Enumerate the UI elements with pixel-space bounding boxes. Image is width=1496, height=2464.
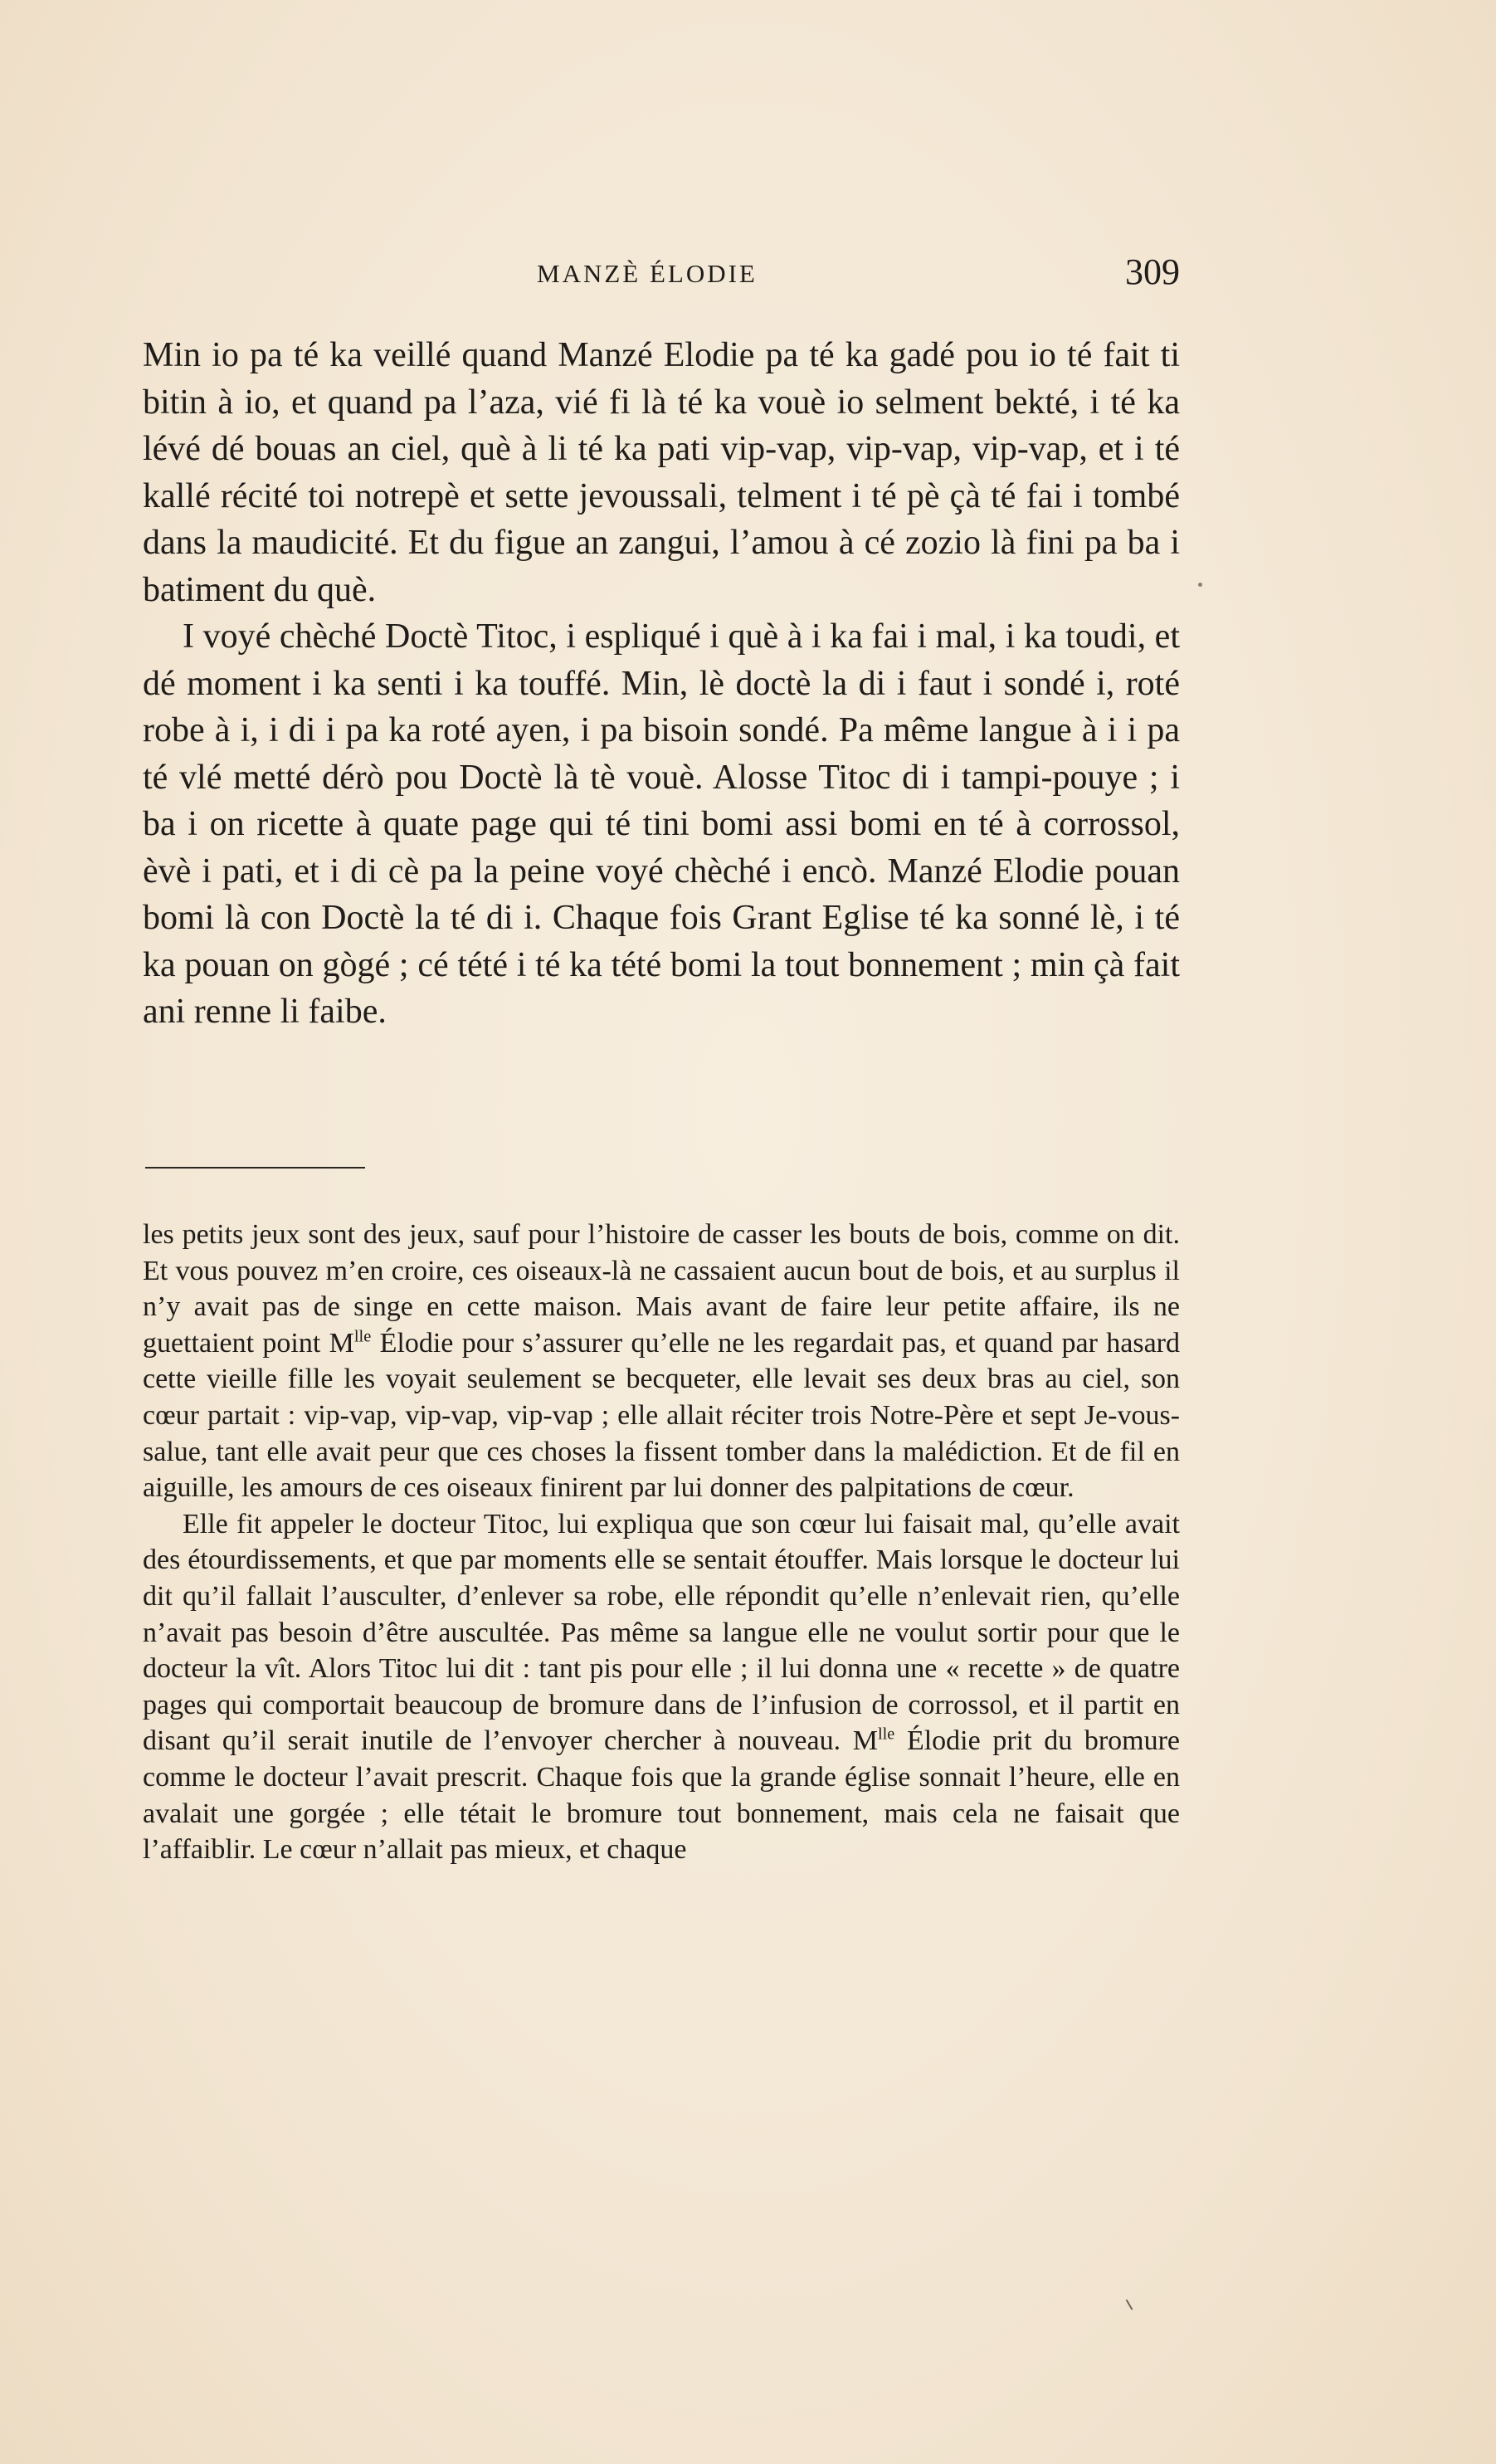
running-head — [143, 249, 1180, 299]
french-paragraph-1-part-a: les petits jeux sont des jeux, sauf pour l’histoire de casser les bouts de bois, comme on dit. Et vous pouvez m’en croire, ces oiseaux-là ne cassaient aucun bout de bois, et au surplus il n’y avait pas de singe en cette maison. Mais avant de faire leur petite affaire, ils ne guettaient point — [143, 1219, 1180, 1359]
french-paragraph-2 — [143, 1506, 1180, 1868]
footnote-rule — [145, 1167, 365, 1169]
page-number: 309 — [1125, 251, 1180, 292]
stray-pencil-mark — [1126, 2299, 1133, 2310]
creole-paragraph-2: I voyé chèché Doctè Titoc, i espliqué i què à i ka fai i mal, i ka toudi, et dé moment i ka senti i ka touffé. Min, lè doctè la di i faut i sondé i, roté robe à i, i di i pa ka roté ayen, i pa bisoin sondé. Pa même langue à i i pa té vlé metté dérò pou Doctè là tè vouè. Alosse Titoc di i tampi-pouye ; i ba i on ricette à quate page qui té tini bomi assi bomi en té à corrossol, èvè i pati, et i di cè pa la peine voyé chèché i encò. Manzé Elodie pouan bomi là con Doctè la té di i. Chaque fois Grant Eglise té ka sonné lè, i té ka pouan on gògé ; cé tété i té ka tété bomi la tout bonnement ; min çà fait ani renne li faibe. — [143, 617, 1180, 1031]
honorific-base: M — [329, 1327, 354, 1359]
honorific-superscript: lle — [353, 1327, 372, 1346]
french-paragraph-2-part-a: Elle fit appeler le docteur Titoc, lui expliqua que son cœur lui faisait mal, qu’elle avait des étourdissements, et que par moments elle se sentait étouffer. Mais lorsque le docteur lui dit qu’il fallait l’ausculter, d’enlever sa robe, elle répondit qu’elle n’enlevait rien, qu’elle n’avait pas besoin d’être auscultée. Pas même sa langue elle ne voulut sortir pour que le docteur la vît. Alors Titoc lui dit : tant pis pour elle ; il lui donna une « recette » de quatre pages qui comportait beaucoup de bromure dans de l’infusion de corrossol, et il partit en disant qu’il serait inutile de l’envoyer chercher à nouveau. — [143, 1508, 1180, 1757]
french-translation — [143, 1217, 1180, 1868]
creole-paragraph-1: Min io pa té ka veillé quand Manzé Elodie pa té ka gadé pou io té fait ti bitin à io, et quand pa l’aza, vié fi là té ka vouè io selment bekté, i té ka lévé dé bouas an ciel, què à li té ka pati vip-vap, vip-vap, vip-vap, et i té kallé récité toi notrepè et sette jevoussali, telment i té pè çà té fai i tombé dans la maudicité. Et du figue an zangui, l’amou à cé zozio là fini pa ba i batiment du què. — [143, 336, 1180, 609]
french-paragraph-2-part-b: Élodie prit du bromure comme le docteur l’avait prescrit. Chaque fois que la grande église sonnait l’heure, elle en avalait une gorgée ; elle tétait le bromure tout bonnement, mais cela ne faisait que l’affaiblir. Le cœur n’allait pas mieux, et chaque — [143, 1725, 1180, 1866]
honorific-mlle — [853, 1725, 895, 1756]
margin-speck — [1198, 583, 1202, 587]
running-title: MANZÈ ÉLODIE — [537, 259, 758, 288]
honorific-mlle — [329, 1328, 372, 1359]
honorific-base: M — [852, 1725, 878, 1757]
honorific-superscript: lle — [877, 1725, 895, 1744]
creole-text — [143, 332, 1180, 1036]
french-paragraph-1 — [143, 1217, 1180, 1506]
french-paragraph-1-part-b: Élodie pour s’assurer qu’elle ne les regardait pas, et quand par hasard cette vieille fille les voyait seulement se becqueter, elle levait ses deux bras au ciel, son cœur partait : vip-vap, vip-vap, vip-vap ; elle allait réciter trois Notre-Père et sept Je-vous-salue, tant elle avait peur que ces choses la fissent tomber dans la malédiction. Et de fil en aiguille, les amours de ces oiseaux finirent par lui donner des palpitations de cœur. — [143, 1327, 1180, 1504]
